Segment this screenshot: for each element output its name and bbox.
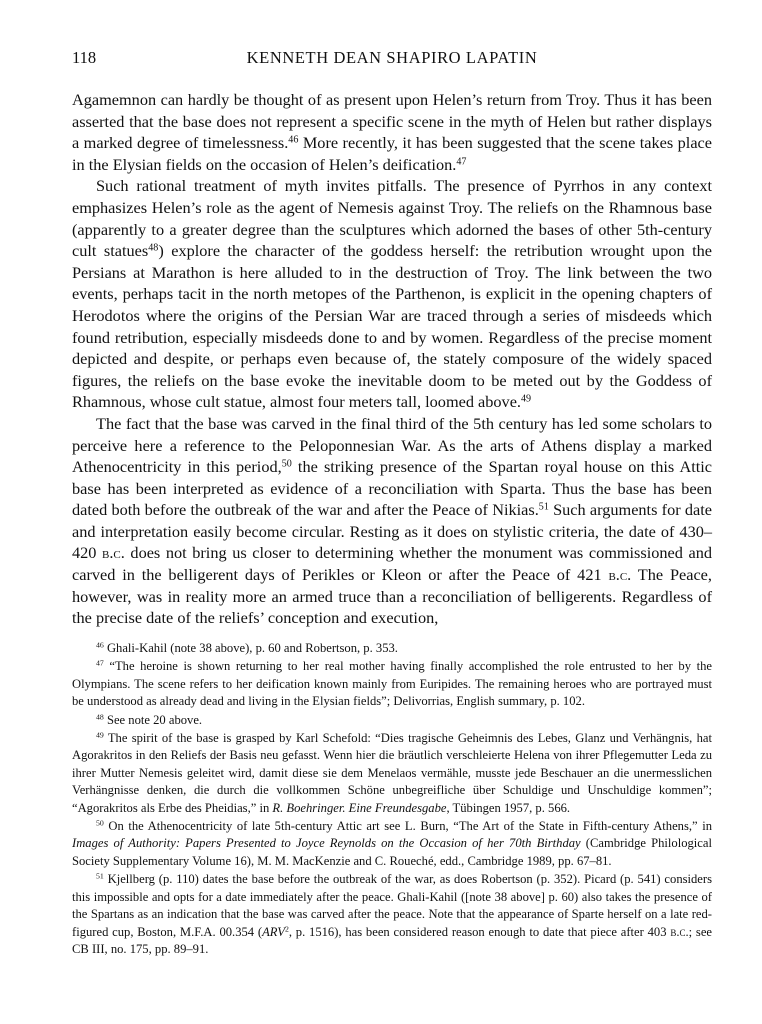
paragraph-1 [72,89,712,175]
footnote-48 [72,712,712,729]
footnote-51 [72,871,712,958]
footnote-ref-49: 49 [521,393,532,405]
footnote-ref-47: 47 [456,156,467,168]
main-text [72,89,712,629]
footnote-number: 48 [96,712,104,722]
footnote-text: ; see CB III, no. 175, pp. 89–91. [72,924,712,956]
footnote-49 [72,730,712,817]
footnote-text: The spirit of the base is grasped by Karl Schefold: “Dies tragische Geheimnis des Lebes, Glanz und Verhängnis, hat Agorakritos in den Reliefs der Basis neu gefasst. Wenn hier die bräutlich verschleierte Helena von ihrer Pflegemutter Leda zu ihrer Mutter Nemesis geleitet wird, damit diese sie dem Menelaos vermähle, musste jede Beschauer an die unermesslichen Verhängnisse denken, die durch die vollkommen Schöne unbegreifliche über Schuldige und Unschuldige kommen”; “Agorakritos als Erbe des Pheidias,” in [72,731,712,815]
footnote-number: 50 [96,818,104,828]
paragraph-3 [72,413,712,629]
footnote-number: 49 [96,730,104,740]
footnote-ref-48: 48 [148,242,159,254]
footnote-46 [72,640,712,657]
text-run: does not bring us closer to determining whether the monument was commissioned and carved in the belligerent days of Perikles or Kleon or after the Peace of 421 [72,543,712,585]
footnote-ref-51: 51 [538,501,549,513]
footnote-47 [72,658,712,710]
text-run: Such rational treatment of myth invites pitfalls. The presence of Pyrrhos in any context emphasizes Helen’s role as the agent of Nemesis against Troy. The reliefs on the Rhamnous base (apparently to a greater degree than the sculptures which adorned the bases of other 5th-century cult statues [72,176,712,261]
footnote-number: 46 [96,640,104,650]
footnote-ref-50: 50 [281,458,292,470]
text-run: More recently, it has been suggested that the scene takes place in the Elysian fields on the occasion of Helen’s deification. [72,133,713,174]
era-abbreviation: b.c. [608,565,632,585]
text-run: The Peace, however, was in reality more an armed truce than a reconciliation of belligerents. Regardless of the precise date of the reliefs’ conception and execution, [72,565,712,628]
text-run: the striking presence of the Spartan royal house on this Attic base has been interpreted as evidence of a reconciliation with Sparta. Thus the base has been dated both before the outbreak of the war and after the Peace of Nikias. [72,457,712,520]
arv-edition: 2 [284,924,289,934]
footnotes [72,640,712,959]
era-abbreviation: b.c. [102,543,125,563]
text-run: ) explore the character of the goddess herself: the retribution wrought upon the Persians at Marathon is here alluded to in the destruction of Troy. The link between the two events, perhaps tacit in the north metopes of the Parthenon, is explicit in the opening chapters of Herodotos where the origins of the Persian War are traced through a series of misdeeds which found retribution, especially misdeeds done to and by women. Regardless of the precise moment depicted and despite, or perhaps even because of, the stately composure of the widely spaced figures, the reliefs on the base evoke the inevitable doom to be meted out by the Goddess of Rhamnous, whose cult statue, almost four meters tall, loomed above. [72,241,713,412]
footnote-number: 47 [96,659,104,669]
paragraph-2 [72,175,712,413]
footnote-text: Ghali-Kahil (note 38 above), p. 60 and Robertson, p. 353. [103,641,398,655]
footnote-ref-46: 46 [288,134,299,146]
footnote-text: “The heroine is shown returning to her real mother having finally accomplished the role entrusted to her by the Olympians. The scene refers to her deification known mainly from Euripides. The remaining heroes who are portrayed must be understood as already dead and living in the Elysian fields”; Delivorrias, English summary, p. 102. [72,659,712,709]
text-run: The fact that the base was carved in the final third of the 5th century has led some scholars to perceive here a reference to the Peloponnesian War. As the arts of Athens display a marked Athenocentricity in this period, [72,413,712,477]
footnote-text: See note 20 above. [103,712,203,727]
text-run: Agamemnon can hardly be thought of as present upon Helen’s return from Troy. Thus it has been asserted that the base does not represent a specific scene in the myth of Helen but rather displays a marked degree of timelessness. [72,90,712,153]
book-title: Images of Authority: Papers Presented to Joyce Reynolds on the Occasion of her 70th Birthday [72,836,581,851]
footnote-text: , Tübingen 1957, p. 566. [446,800,571,815]
running-head: KENNETH DEAN SHAPIRO LAPATIN [246,48,538,67]
footnote-50 [72,818,712,870]
footnote-text: On the Athenocentricity of late 5th-century Attic art see L. Burn, “The Art of the State in Fifth-century Athens,” in [103,819,712,834]
page-header [72,48,712,74]
page-number: 118 [72,48,97,67]
footnote-number: 51 [96,872,104,881]
arv-abbreviation: ARV [262,924,285,939]
footnote-text: (Cambridge Philological Society Supplementary Volume 16), M. M. MacKenzie and C. Roueché, edd., Cambridge 1989, pp. 67–81. [72,836,712,868]
footnote-text: , p. 1516), has been considered reason enough to date that piece after 403 [288,924,671,939]
era-abbreviation: b.c. [670,924,689,939]
footnote-text: Kjellberg (p. 110) dates the base before the outbreak of the war, as does Robertson (p. 352). Picard (p. 541) considers this impossible and opts for a date immediately after the peace. Ghali-Kahil ([note 38 above] p. 60) also takes the presence of the Spartans as an indication that the base was carved after the peace. Note that the appearance of Sparte herself on a late red-figured cup, Boston, M.F.A. 00.354 ( [72,872,712,939]
text-run: Such arguments for date and interpretation easily become circular. Resting as it does on stylistic criteria, the date of 430–420 [72,500,712,563]
book-title: R. Boehringer. Eine Freundesgabe [272,800,447,815]
